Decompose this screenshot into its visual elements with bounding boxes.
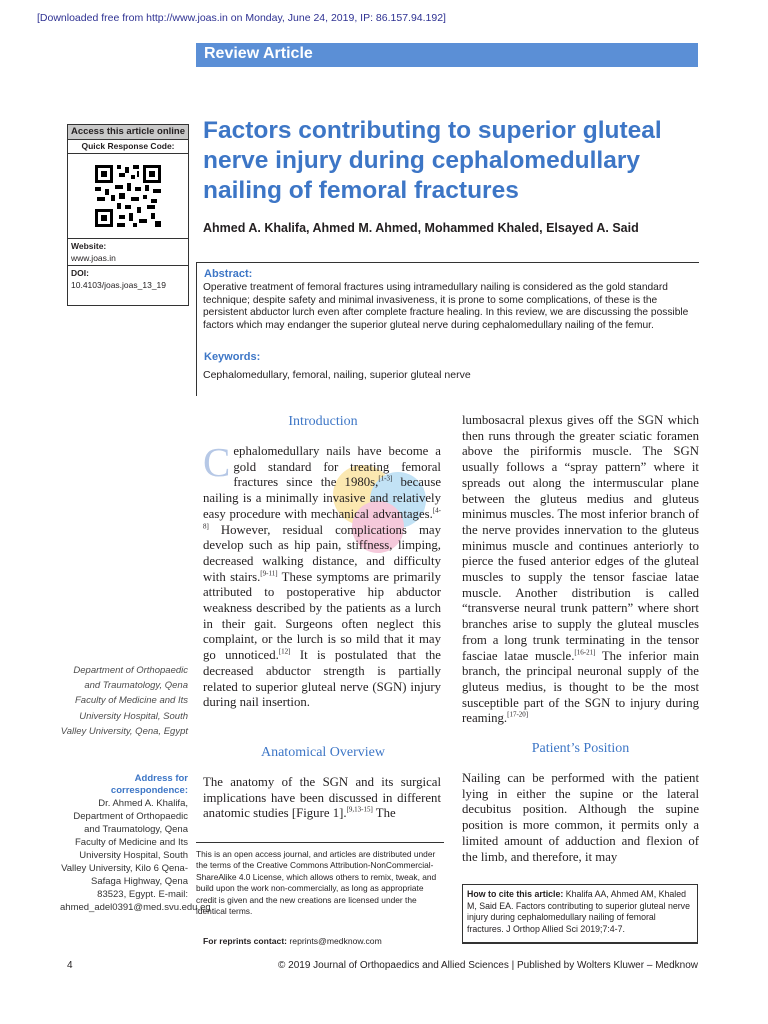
abstract-text: Operative treatment of femoral fractures using intramedullary nailing is considered as the gold standard technique; despite safety and minimal invasiveness, it is prone to some complications, of these is the persistent abductor lurch even after complete fracture healing. In this review, we are discussing the possible factors which may endanger the superior gluteal nerve during cephalomedullary nailing of the femur.	[203, 282, 689, 331]
intro-text-5: It is postulated that the decreased abductor strength is partially related to superior gluteal nerve (SGN) injury during nail insertion.	[203, 648, 441, 710]
article-type-banner	[196, 43, 698, 67]
access-header: Access this article online	[68, 125, 188, 140]
right-text-2: The inferior main branch, the principal neuronal supply of the gluteus medius, is thought to be the most susceptible part of the SGN to injury during reaming.	[462, 648, 699, 726]
anatomy-heading: Anatomical Overview	[260, 745, 385, 760]
position-heading: Patient’s Position	[531, 741, 630, 756]
access-online-box	[67, 124, 189, 306]
license-box	[196, 842, 444, 926]
correspondence-text: Dr. Ahmed A. Khalifa, Department of Orthopaedic and Traumatology, Qena Faculty of Medicine and Its University Hospital, South Valley University, Kilo 6 Qena-Safaga Highway, Qena 83523, Egypt. E-mail: ahmed_adel0391@med.svu.edu.eg	[60, 798, 211, 913]
anatomy-ref-1[interactable]: [9,13-15]	[346, 806, 373, 815]
intro-ref-4[interactable]: [12]	[278, 647, 291, 656]
reprints-label: For reprints contact:	[203, 936, 288, 946]
reprints-contact	[203, 936, 382, 946]
qr-code-area	[68, 154, 188, 239]
citation-label: How to cite this article:	[467, 889, 564, 899]
anatomy-text-2: The	[372, 806, 396, 821]
introduction-paragraph	[203, 439, 441, 711]
intro-ref-3[interactable]: [9-11]	[260, 569, 278, 578]
citation-box	[462, 884, 698, 944]
page-number: 4	[67, 960, 73, 971]
intro-dropcap: C	[203, 439, 231, 485]
website-section	[68, 239, 188, 265]
keywords-heading: Keywords:	[204, 351, 261, 363]
citation-text: Khalifa AA, Ahmed AM, Khaled M, Said EA. Factors contributing to superior gluteal nerve injury during cephalomedullary nailing of femoral fractures. J Orthop Allied Sci 2019;7:4-7.	[467, 889, 690, 934]
intro-text-2: because nailing is a minimally invasive and relatively easy procedure with mechanical advantages.	[203, 475, 441, 521]
position-paragraph: Nailing can be performed with the patient lying in either the supine or the lateral decubitus position. Although the supine position is more common, it permits only a limited amount of adduction and flexion of the limb, and therefore, it may	[462, 771, 699, 864]
right-column-paragraph	[462, 413, 699, 727]
intro-text-4: These symptoms are primarily attributed to postoperative hip abductor weakness described by the patients as a lurch in their gait. Surgeons often neglect this complaint, or the lurch is so mild that it may go unnoticed.	[203, 569, 441, 663]
license-text: This is an open access journal, and articles are distributed under the terms of the Creative Commons Attribution-NonCommercial-ShareAlike 4.0 License, which allows others to remix, tweak, and build upon the work non-commercially, as long as appropriate credit is given and the new creations are licensed under the identical terms.	[196, 849, 437, 917]
right-ref-1[interactable]: [16-21]	[574, 648, 596, 657]
website-label: Website:	[71, 241, 107, 251]
reprints-email[interactable]: reprints@medknow.com	[287, 936, 382, 946]
abstract-heading: Abstract:	[204, 268, 253, 280]
correspondence-block	[60, 773, 211, 914]
intro-text-3: However, residual complications may develop such as hip pain, stiffness, limping, decreased walking distance, and difficulty with stairs.	[203, 522, 441, 584]
correspondence-heading: Address for correspondence:	[110, 773, 188, 796]
intro-ref-1[interactable]: [1-3]	[378, 475, 393, 484]
website-link[interactable]: www.joas.in	[71, 253, 116, 263]
intro-text-1: ephalomedullary nails have become a gold standard for treating femoral fractures since the 1980s,	[233, 444, 441, 490]
keywords-text: Cephalomedullary, femoral, nailing, superior gluteal nerve	[203, 369, 471, 381]
doi-label: DOI:	[71, 268, 89, 278]
intro-ref-2[interactable]: [4-8]	[203, 506, 441, 531]
doi-section	[68, 265, 188, 292]
right-ref-2[interactable]: [17-20]	[507, 711, 529, 720]
author-list: Ahmed A. Khalifa, Ahmed M. Ahmed, Mohammed Khaled, Elsayed A. Said	[203, 221, 639, 235]
doi-value[interactable]: 10.4103/joas.joas_13_19	[71, 280, 166, 290]
journal-footer: © 2019 Journal of Orthopaedics and Allied Sciences | Published by Wolters Kluwer – Medknow	[277, 960, 698, 971]
affiliation: Department of Orthopaedic and Traumatology, Qena Faculty of Medicine and Its University Hospital, South Valley University, Qena, Egypt	[60, 665, 188, 737]
qr-label: Quick Response Code:	[68, 140, 188, 154]
introduction-heading: Introduction	[288, 414, 358, 429]
anatomy-paragraph	[203, 775, 441, 822]
qr-code-icon[interactable]	[93, 163, 163, 229]
download-notice: [Downloaded free from http://www.joas.in on Monday, June 24, 2019, IP: 86.157.94.192]	[37, 12, 446, 24]
anatomy-text-1: The anatomy of the SGN and its surgical implications have been discussed in different anatomic studies [Figure 1].	[203, 775, 441, 821]
article-type-label: Review Article	[204, 45, 313, 62]
article-title: Factors contributing to superior gluteal nerve injury during cephalomedullary nailing of femoral fractures	[203, 117, 662, 204]
right-text-1: lumbosacral plexus gives off the SGN which then runs through the greater sciatic foramen above the piriformis muscle. The SGN usually follows a “spray pattern” where it spreads out along the intermuscular plane between the gluteus medius and gluteus minimus muscles. The most inferior branch of the nerve provides innervation to the gluteus minimus muscle and continues anteriorly to pierce the fused anterior edges of the gluteal muscles to supply the tensor fasciae latae muscle. Another distribution is called “transverse neural trunk pattern” where short branches arise to supply the gluteal muscles from a long trunk terminating in the tensor fasciae latae muscle.	[462, 413, 699, 663]
